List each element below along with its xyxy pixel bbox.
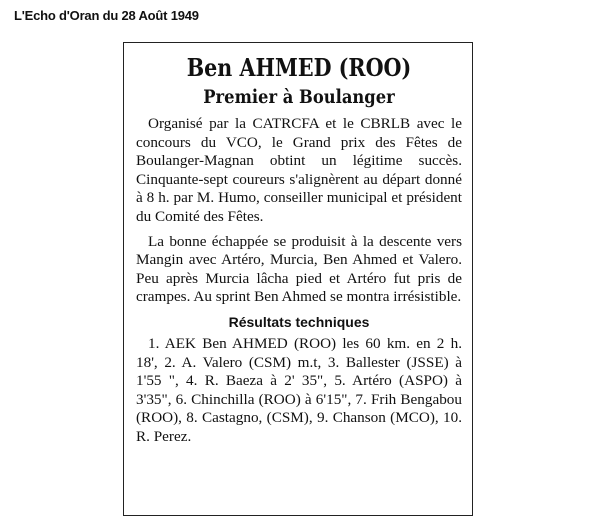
article-box (123, 42, 473, 516)
article-paragraph-2: La bonne échappée se produisit à la descente vers Mangin avec Artéro, Murcia, Ben Ahmed et Valero. Peu après Murcia lâcha pied et Artéro fut pris de crampes. Au sprint Ben Ahmed se montra irrésistible. (136, 232, 462, 306)
results-title: Résultats techniques (228, 313, 370, 330)
article-subheadline: Premier à Boulanger (203, 86, 395, 108)
newspaper-source: L'Echo d'Oran du 28 Août 1949 (14, 8, 199, 23)
article-paragraph-1: Organisé par la CATRCFA et le CBRLB avec le concours du VCO, le Grand prix des Fêtes de Boulanger-Magnan obtint un légitime succès. Cinquante-sept coureurs s'alignèrent au départ donné à 8 h. par M. Humo, conseiller municipal et président du Comité des Fêtes. (136, 115, 462, 225)
results-text: 1. AEK Ben AHMED (ROO) les 60 km. en 2 h. 18', 2. A. Valero (CSM) m.t, 3. Ballester (JSSE) à 1'55 ", 4. R. Baeza à 2' 35", 5. Artéro (ASPO) à 3'35", 6. Chinchilla (ROO) à 6'15", 7. Frih Bengabou (ROO), 8. Castagno, (CSM), 9. Chanson (MCO), 10. R. Perez. (136, 334, 462, 445)
article-headline: Ben AHMED (ROO) (186, 53, 412, 82)
